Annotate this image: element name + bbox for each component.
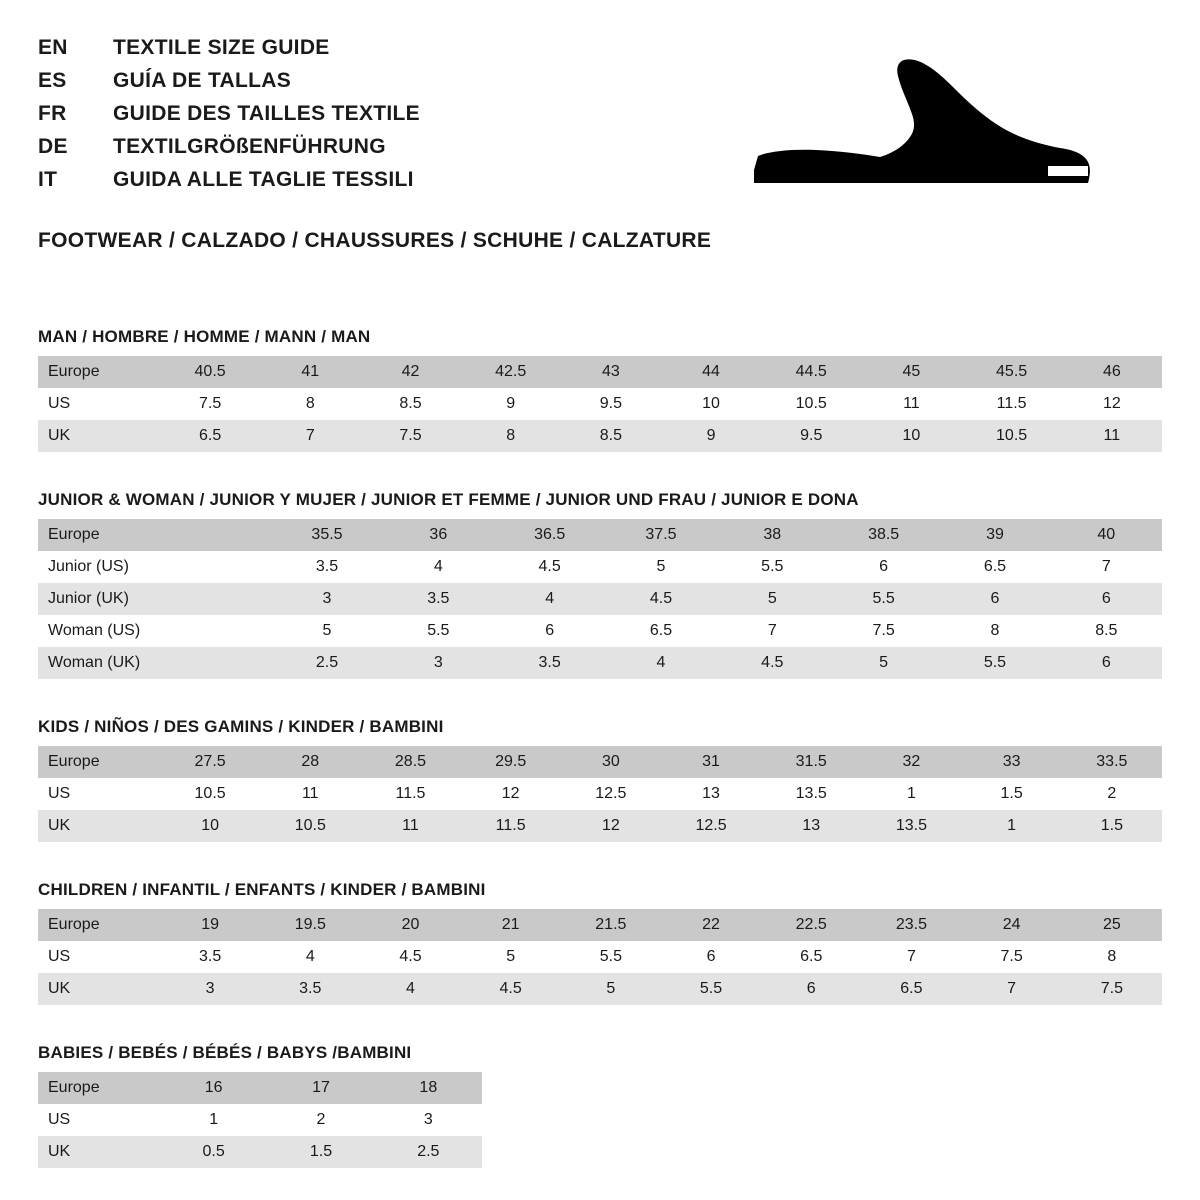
table-row — [38, 746, 1162, 778]
table-row — [38, 583, 1162, 615]
language-title: GUÍA DE TALLAS — [113, 69, 292, 92]
language-code: IT — [38, 168, 58, 191]
table-cell: 1 — [160, 1104, 267, 1136]
table-row — [38, 551, 1162, 583]
language-title-list — [38, 36, 420, 201]
row-label: UK — [38, 973, 160, 1005]
table-cell: 7.5 — [160, 388, 260, 420]
table-cell: 4.5 — [717, 647, 828, 679]
table-cell: 4 — [605, 647, 716, 679]
table-cell — [160, 615, 271, 647]
table-cell: 3.5 — [160, 941, 260, 973]
table-cell: 12 — [561, 810, 661, 842]
language-row — [38, 168, 420, 201]
table-cell: 4.5 — [494, 551, 605, 583]
table-cell: 3 — [383, 647, 494, 679]
table-cell: 1.5 — [267, 1136, 374, 1168]
table-cell: 40 — [1051, 519, 1162, 551]
table-cell: 22 — [661, 909, 761, 941]
table-cell: 13 — [661, 778, 761, 810]
table-cell: 3 — [160, 973, 260, 1005]
language-code: DE — [38, 135, 68, 158]
group-children — [38, 880, 1162, 1005]
table-cell: 5 — [828, 647, 939, 679]
table-cell: 8 — [1062, 941, 1162, 973]
table-cell: 5 — [271, 615, 382, 647]
table-cell: 11 — [861, 388, 961, 420]
table-cell: 42.5 — [461, 356, 561, 388]
size-table-children — [38, 909, 1162, 1005]
table-cell: 7 — [861, 941, 961, 973]
group-junior-woman — [38, 490, 1162, 679]
table-cell: 33.5 — [1062, 746, 1162, 778]
table-cell: 31 — [661, 746, 761, 778]
table-cell: 36.5 — [494, 519, 605, 551]
table-cell: 41 — [260, 356, 360, 388]
table-cell: 11 — [260, 778, 360, 810]
table-cell: 2 — [1062, 778, 1162, 810]
table-cell: 1.5 — [962, 778, 1062, 810]
table-cell: 6 — [1051, 647, 1162, 679]
table-cell: 10.5 — [260, 810, 360, 842]
table-cell: 11 — [360, 810, 460, 842]
table-cell: 3.5 — [494, 647, 605, 679]
table-cell: 13.5 — [761, 778, 861, 810]
table-cell: 3 — [271, 583, 382, 615]
row-label: Woman (UK) — [38, 647, 160, 679]
row-label: US — [38, 778, 160, 810]
table-cell: 6 — [494, 615, 605, 647]
table-cell: 13 — [761, 810, 861, 842]
table-cell: 40.5 — [160, 356, 260, 388]
table-cell: 4.5 — [461, 973, 561, 1005]
row-label: Europe — [38, 1072, 160, 1104]
table-cell: 7 — [717, 615, 828, 647]
table-row — [38, 356, 1162, 388]
table-cell: 45.5 — [962, 356, 1062, 388]
language-title: GUIDE DES TAILLES TEXTILE — [113, 102, 420, 125]
table-cell — [160, 647, 271, 679]
language-title: TEXTILE SIZE GUIDE — [113, 36, 330, 59]
group-kids — [38, 717, 1162, 842]
language-row — [38, 69, 420, 102]
table-cell: 5.5 — [828, 583, 939, 615]
size-table-kids — [38, 746, 1162, 842]
table-cell: 42 — [360, 356, 460, 388]
table-row — [38, 909, 1162, 941]
table-cell: 1.5 — [1062, 810, 1162, 842]
table-cell: 30 — [561, 746, 661, 778]
row-label: UK — [38, 420, 160, 452]
table-cell: 21 — [461, 909, 561, 941]
table-cell: 4 — [260, 941, 360, 973]
table-cell: 2 — [267, 1104, 374, 1136]
table-row — [38, 388, 1162, 420]
row-label: Europe — [38, 909, 160, 941]
table-row — [38, 647, 1162, 679]
table-cell: 16 — [160, 1072, 267, 1104]
table-cell: 27.5 — [160, 746, 260, 778]
row-label: UK — [38, 1136, 160, 1168]
group-title: MAN / HOMBRE / HOMME / MANN / MAN — [38, 327, 371, 346]
table-row — [38, 1104, 482, 1136]
table-cell — [160, 583, 271, 615]
table-row — [38, 519, 1162, 551]
group-title: KIDS / NIÑOS / DES GAMINS / KINDER / BAMBINI — [38, 717, 444, 736]
table-cell: 6.5 — [861, 973, 961, 1005]
table-cell: 37.5 — [605, 519, 716, 551]
table-cell: 9 — [661, 420, 761, 452]
table-cell: 4 — [494, 583, 605, 615]
table-row — [38, 615, 1162, 647]
row-label: Europe — [38, 746, 160, 778]
table-cell: 35.5 — [271, 519, 382, 551]
table-cell: 7 — [962, 973, 1062, 1005]
table-cell: 24 — [962, 909, 1062, 941]
table-cell: 8.5 — [561, 420, 661, 452]
table-cell: 6 — [661, 941, 761, 973]
group-man — [38, 327, 1162, 452]
table-cell: 11.5 — [461, 810, 561, 842]
table-cell: 4.5 — [605, 583, 716, 615]
table-cell: 28.5 — [360, 746, 460, 778]
language-row — [38, 102, 420, 135]
table-cell: 5 — [561, 973, 661, 1005]
row-label: Woman (US) — [38, 615, 160, 647]
table-cell: 8 — [939, 615, 1050, 647]
table-cell: 12 — [461, 778, 561, 810]
language-code: FR — [38, 102, 67, 125]
table-row — [38, 1072, 482, 1104]
table-cell: 44.5 — [761, 356, 861, 388]
table-cell: 3.5 — [383, 583, 494, 615]
table-cell: 1 — [861, 778, 961, 810]
table-cell: 43 — [561, 356, 661, 388]
table-cell: 5.5 — [561, 941, 661, 973]
table-cell: 29.5 — [461, 746, 561, 778]
table-cell: 6 — [939, 583, 1050, 615]
table-row — [38, 973, 1162, 1005]
table-cell: 32 — [861, 746, 961, 778]
group-title: BABIES / BEBÉS / BÉBÉS / BABYS /BAMBINI — [38, 1043, 412, 1062]
table-cell: 10.5 — [160, 778, 260, 810]
table-cell: 4 — [383, 551, 494, 583]
table-row — [38, 810, 1162, 842]
group-title: CHILDREN / INFANTIL / ENFANTS / KINDER / BAMBINI — [38, 880, 486, 899]
table-cell: 7.5 — [962, 941, 1062, 973]
table-cell: 12.5 — [661, 810, 761, 842]
category-title: FOOTWEAR / CALZADO / CHAUSSURES / SCHUHE / CALZATURE — [38, 229, 712, 252]
table-cell: 21.5 — [561, 909, 661, 941]
table-cell: 20 — [360, 909, 460, 941]
table-cell: 6.5 — [605, 615, 716, 647]
size-table-babies — [38, 1072, 482, 1168]
table-cell: 3.5 — [271, 551, 382, 583]
table-cell: 10 — [661, 388, 761, 420]
table-cell: 5.5 — [383, 615, 494, 647]
size-table-man — [38, 356, 1162, 452]
table-cell: 11 — [1062, 420, 1162, 452]
table-cell: 38 — [717, 519, 828, 551]
table-cell: 4 — [360, 973, 460, 1005]
group-babies — [38, 1043, 1162, 1168]
table-cell: 5 — [461, 941, 561, 973]
group-title: JUNIOR & WOMAN / JUNIOR Y MUJER / JUNIOR ET FEMME / JUNIOR UND FRAU / JUNIOR E DONA — [38, 490, 859, 509]
language-row — [38, 135, 420, 168]
table-cell: 10 — [160, 810, 260, 842]
table-cell: 9.5 — [761, 420, 861, 452]
table-cell: 18 — [375, 1072, 482, 1104]
table-cell: 8.5 — [360, 388, 460, 420]
table-cell: 5.5 — [661, 973, 761, 1005]
table-cell: 11.5 — [962, 388, 1062, 420]
table-cell: 3.5 — [260, 973, 360, 1005]
table-cell: 44 — [661, 356, 761, 388]
table-cell: 6.5 — [939, 551, 1050, 583]
table-cell: 9 — [461, 388, 561, 420]
row-label: Europe — [38, 519, 160, 551]
table-cell: 7.5 — [1062, 973, 1162, 1005]
table-cell: 31.5 — [761, 746, 861, 778]
table-cell: 23.5 — [861, 909, 961, 941]
table-cell: 2.5 — [375, 1136, 482, 1168]
table-cell: 5 — [717, 583, 828, 615]
row-label: Junior (UK) — [38, 583, 160, 615]
table-cell — [160, 551, 271, 583]
table-cell: 46 — [1062, 356, 1162, 388]
language-row — [38, 36, 420, 69]
table-cell: 25 — [1062, 909, 1162, 941]
table-cell: 8 — [461, 420, 561, 452]
table-cell: 39 — [939, 519, 1050, 551]
row-label: UK — [38, 810, 160, 842]
table-cell: 10 — [861, 420, 961, 452]
table-cell: 5.5 — [717, 551, 828, 583]
page-header — [38, 36, 1162, 201]
table-row — [38, 420, 1162, 452]
table-cell: 22.5 — [761, 909, 861, 941]
table-cell: 5.5 — [939, 647, 1050, 679]
table-cell: 38.5 — [828, 519, 939, 551]
row-label: US — [38, 1104, 160, 1136]
row-label: US — [38, 941, 160, 973]
table-cell: 11.5 — [360, 778, 460, 810]
table-cell: 12.5 — [561, 778, 661, 810]
table-cell: 2.5 — [271, 647, 382, 679]
table-row — [38, 778, 1162, 810]
language-code: EN — [38, 36, 68, 59]
table-cell: 7 — [1051, 551, 1162, 583]
table-cell: 45 — [861, 356, 961, 388]
table-cell: 7.5 — [360, 420, 460, 452]
table-cell: 33 — [962, 746, 1062, 778]
table-cell: 6 — [828, 551, 939, 583]
table-cell — [160, 519, 271, 551]
table-cell: 6 — [1051, 583, 1162, 615]
language-title: GUIDA ALLE TAGLIE TESSILI — [113, 168, 414, 191]
table-cell: 1 — [962, 810, 1062, 842]
table-cell: 12 — [1062, 388, 1162, 420]
table-cell: 10.5 — [761, 388, 861, 420]
table-cell: 8.5 — [1051, 615, 1162, 647]
table-cell: 6.5 — [160, 420, 260, 452]
dress-shoe-icon — [752, 58, 1132, 183]
table-cell: 28 — [260, 746, 360, 778]
table-cell: 4.5 — [360, 941, 460, 973]
row-label: Europe — [38, 356, 160, 388]
table-cell: 6 — [761, 973, 861, 1005]
table-cell: 10.5 — [962, 420, 1062, 452]
size-table-junior-woman — [38, 519, 1162, 679]
table-row — [38, 941, 1162, 973]
table-cell: 3 — [375, 1104, 482, 1136]
language-title: TEXTILGRÖßENFÜHRUNG — [113, 135, 386, 158]
table-cell: 8 — [260, 388, 360, 420]
table-cell: 0.5 — [160, 1136, 267, 1168]
row-label: Junior (US) — [38, 551, 160, 583]
language-code: ES — [38, 69, 67, 92]
table-cell: 19 — [160, 909, 260, 941]
table-cell: 13.5 — [861, 810, 961, 842]
table-cell: 5 — [605, 551, 716, 583]
table-cell: 7.5 — [828, 615, 939, 647]
table-row — [38, 1136, 482, 1168]
table-cell: 17 — [267, 1072, 374, 1104]
table-cell: 7 — [260, 420, 360, 452]
table-cell: 19.5 — [260, 909, 360, 941]
table-cell: 9.5 — [561, 388, 661, 420]
table-cell: 36 — [383, 519, 494, 551]
table-cell: 6.5 — [761, 941, 861, 973]
row-label: US — [38, 388, 160, 420]
